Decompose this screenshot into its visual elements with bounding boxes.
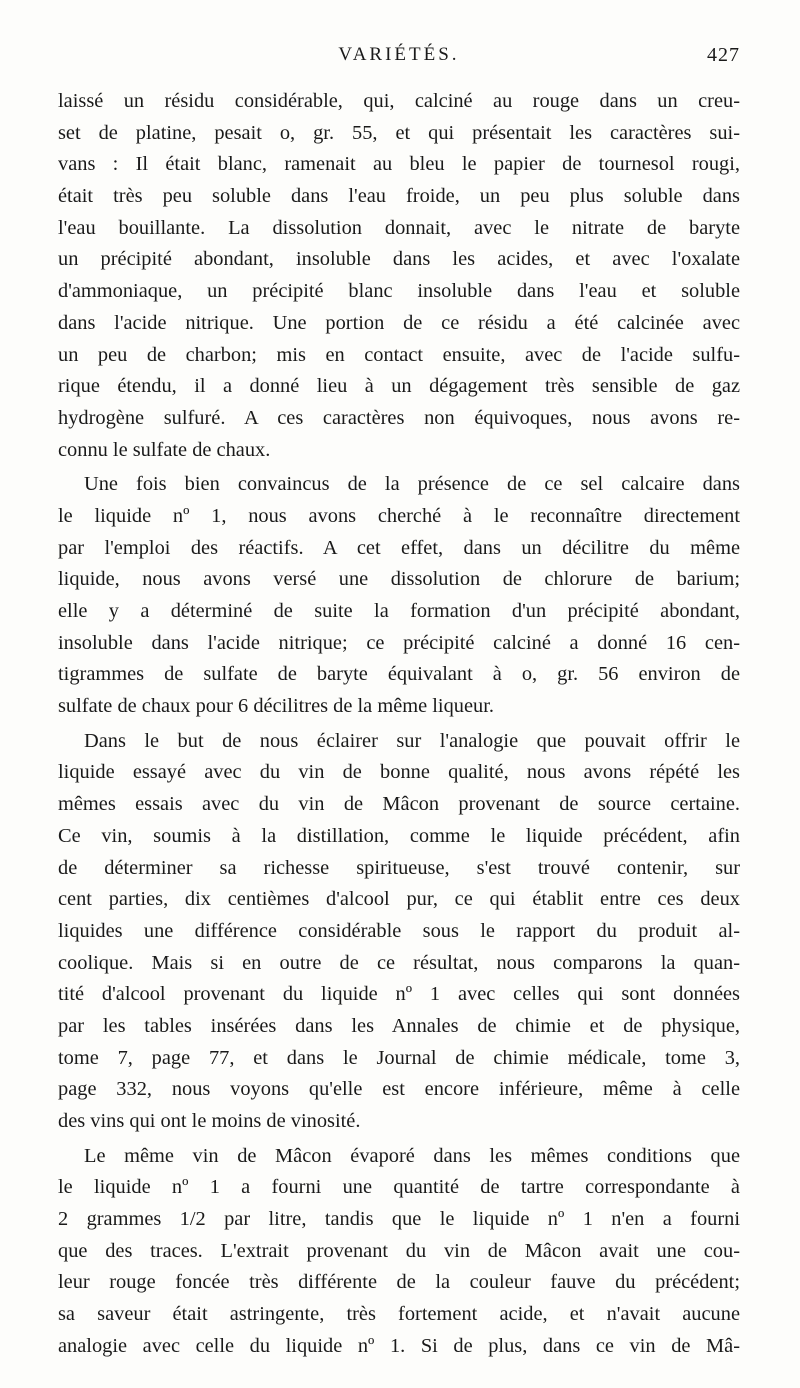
text-line: leur rouge foncée très différente de la couleur fauve du précédent;: [58, 1271, 740, 1294]
text-line: insoluble dans l'acide nitrique; ce précipité calciné a donné 16 cen-: [58, 631, 740, 654]
text-line: vans : Il était blanc, ramenait au bleu le papier de tournesol rougi,: [58, 153, 740, 176]
text-line: le liquide nº 1 a fourni une quantité de tartre correspondante à: [58, 1176, 740, 1199]
text-line: connu le sulfate de chaux.: [58, 438, 271, 461]
running-head: VARIÉTÉS.: [338, 44, 460, 65]
text-line: tigrammes de sulfate de baryte équivalant à o, gr. 56 environ de: [58, 663, 740, 686]
text-line: coolique. Mais si en outre de ce résultat, nous comparons la quan-: [58, 951, 740, 974]
paragraph-first-line: Une fois bien convaincus de la présence de ce sel calcaire dans: [84, 473, 740, 496]
text-line: liquide essayé avec du vin de bonne qualité, nous avons répété les: [58, 761, 740, 784]
text-line: analogie avec celle du liquide nº 1. Si de plus, dans ce vin de Mâ-: [58, 1334, 740, 1357]
text-line: par l'emploi des réactifs. A cet effet, dans un décilitre du même: [58, 536, 740, 559]
text-line: le liquide nº 1, nous avons cherché à le reconnaître directement: [58, 504, 740, 527]
paragraph-first-line: Dans le but de nous éclairer sur l'analogie que pouvait offrir le: [84, 729, 740, 752]
paragraph-first-line: Le même vin de Mâcon évaporé dans les mêmes conditions que: [84, 1144, 740, 1167]
text-line: laissé un résidu considérable, qui, calciné au rouge dans un creu-: [58, 90, 740, 112]
text-line: que des traces. L'extrait provenant du vin de Mâcon avait une cou-: [58, 1239, 740, 1262]
text-line: sa saveur était astringente, très fortement acide, et n'avait aucune: [58, 1303, 740, 1326]
text-line: par les tables insérées dans les Annales de chimie et de physique,: [58, 1014, 740, 1037]
text-line: set de platine, pesait o, gr. 55, et qui présentait les caractères sui-: [58, 121, 740, 144]
text-line: tome 7, page 77, et dans le Journal de chimie médicale, tome 3,: [58, 1046, 740, 1069]
page-header: [58, 40, 740, 74]
text-line: d'ammoniaque, un précipité blanc insoluble dans l'eau et soluble: [58, 280, 740, 303]
text-line: dans l'acide nitrique. Une portion de ce résidu a été calcinée avec: [58, 311, 740, 334]
text-line: l'eau bouillante. La dissolution donnait, avec le nitrate de baryte: [58, 216, 740, 239]
text-line: elle y a déterminé de suite la formation d'un précipité abondant,: [58, 600, 740, 622]
text-line: liquides une différence considérable sous le rapport du produit al-: [58, 919, 740, 942]
text-line: cent parties, dix centièmes d'alcool pur, ce qui établit entre ces deux: [58, 888, 740, 911]
text-line: page 332, nous voyons qu'elle est encore inférieure, même à celle: [58, 1078, 740, 1101]
text-line: tité d'alcool provenant du liquide nº 1 avec celles qui sont données: [58, 983, 740, 1006]
text-line: un précipité abondant, insoluble dans les acides, et avec l'oxalate: [58, 248, 740, 271]
page-number: 427: [707, 44, 740, 66]
text-line: des vins qui ont le moins de vinosité.: [58, 1110, 361, 1132]
text-line: était très peu soluble dans l'eau froide, un peu plus soluble dans: [58, 185, 740, 208]
text-line: rique étendu, il a donné lieu à un dégagement très sensible de gaz: [58, 375, 740, 398]
text-line: Ce vin, soumis à la distillation, comme le liquide précédent, afin: [58, 824, 740, 847]
body-text: [58, 86, 740, 1363]
text-line: liquide, nous avons versé une dissolution de chlorure de barium;: [58, 568, 740, 591]
text-line: sulfate de chaux pour 6 décilitres de la même liqueur.: [58, 695, 494, 718]
text-line: de déterminer sa richesse spiritueuse, s'est trouvé contenir, sur: [58, 856, 740, 879]
text-line: 2 grammes 1/2 par litre, tandis que le liquide nº 1 n'en a fourni: [58, 1208, 740, 1231]
text-line: mêmes essais avec du vin de Mâcon provenant de source certaine.: [58, 793, 740, 816]
text-line: hydrogène sulfuré. A ces caractères non équivoques, nous avons re-: [58, 406, 740, 429]
text-line: un peu de charbon; mis en contact ensuite, avec de l'acide sulfu-: [58, 343, 740, 366]
